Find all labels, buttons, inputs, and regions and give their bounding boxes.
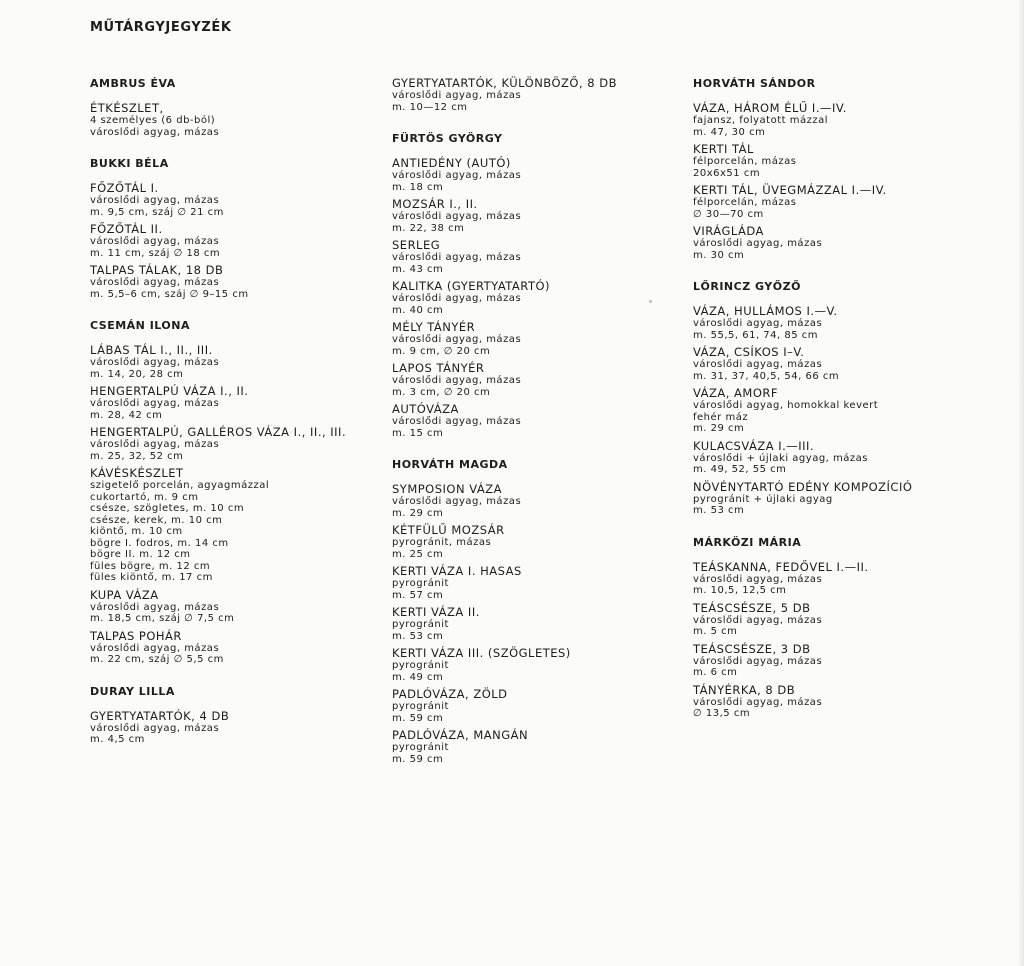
artwork-detail: városlődi agyag, mázas bbox=[90, 642, 220, 654]
artwork-entry bbox=[392, 279, 692, 316]
artwork-detail: 20x6x51 cm bbox=[693, 167, 761, 179]
artwork-detail: félporcelán, mázas bbox=[693, 156, 797, 167]
artwork-detail: m. 29 cm bbox=[693, 423, 745, 434]
artwork-entry bbox=[90, 466, 390, 584]
artwork-entry bbox=[392, 482, 692, 519]
artwork-entry bbox=[392, 156, 692, 193]
artwork-title: VÁZA, HULLÁMOS I.—V. bbox=[693, 304, 838, 318]
artwork-title: KALITKA (GYERTYATARTÓ) bbox=[392, 279, 551, 293]
print-speck bbox=[649, 300, 652, 303]
artwork-title: KÉTFÜLŰ MOZSÁR bbox=[392, 523, 505, 537]
artist-name: MÁRKÖZI MÁRIA bbox=[693, 535, 802, 549]
artwork-entry bbox=[693, 683, 993, 720]
artwork-title: KERTI TÁL, ÜVEGMÁZZAL I.—IV. bbox=[693, 183, 887, 197]
artwork-entry bbox=[90, 222, 390, 259]
artwork-title: FŐZŐTÁL II. bbox=[90, 222, 163, 236]
artwork-detail: pyrogránit bbox=[392, 578, 449, 589]
artwork-entry bbox=[392, 605, 692, 642]
artwork-detail: m. 22 cm, száj ∅ 5,5 cm bbox=[90, 654, 224, 665]
artwork-title: GYERTYATARTÓK, KÜLÖNBÖZŐ, 8 DB bbox=[392, 76, 617, 90]
artwork-detail: m. 43 cm bbox=[392, 263, 444, 275]
artwork-detail: m. 53 cm bbox=[693, 505, 745, 516]
artwork-detail: városlődi agyag, mázas bbox=[90, 398, 220, 409]
artwork-entry bbox=[693, 480, 993, 517]
artwork-entry bbox=[392, 320, 692, 357]
artwork-detail: városlődi agyag, mázas bbox=[392, 293, 522, 304]
artwork-detail: városlődi agyag, mázas bbox=[90, 439, 220, 450]
artwork-title: VÁZA, HÁROM ÉLŰ I.—IV. bbox=[693, 101, 847, 115]
artwork-entry bbox=[693, 601, 993, 638]
artwork-entry bbox=[90, 588, 390, 625]
artwork-detail: városlődi agyag, mázas bbox=[90, 195, 220, 206]
artwork-entry bbox=[90, 263, 390, 300]
artwork-detail: városlődi agyag, mázas bbox=[392, 90, 522, 101]
artwork-detail: városlődi agyag, mázas bbox=[392, 416, 522, 427]
artwork-detail: pyrogránit, mázas bbox=[392, 537, 492, 548]
artwork-entry bbox=[392, 402, 692, 439]
artwork-title: PADLÓVÁZA, MANGÁN bbox=[392, 728, 529, 742]
artwork-title: KÁVÉSKÉSZLET bbox=[90, 466, 184, 480]
artwork-detail: városlődi agyag, mázas bbox=[693, 318, 823, 329]
artwork-detail: m. 49 cm bbox=[392, 671, 444, 683]
artwork-title: KERTI VÁZA III. (SZÖGLETES) bbox=[392, 646, 571, 660]
artist-name: LŐRINCZ GYŐZŐ bbox=[693, 280, 801, 293]
artwork-entry bbox=[693, 101, 993, 138]
artist-name: BUKKI BÉLA bbox=[90, 157, 169, 170]
artwork-title: SERLEG bbox=[392, 238, 441, 252]
artwork-title: TALPAS TÁLAK, 18 DB bbox=[90, 263, 224, 277]
artwork-entry bbox=[392, 687, 692, 724]
artwork-detail: füles kiöntő, m. 17 cm bbox=[90, 572, 213, 583]
artist-name: FÜRTÖS GYÖRGY bbox=[392, 132, 503, 145]
artwork-entry bbox=[693, 386, 993, 435]
artwork-entry bbox=[392, 564, 692, 601]
artwork-detail: pyrogránit bbox=[392, 742, 449, 753]
artwork-detail: bögre I. fodros, m. 14 cm bbox=[90, 537, 229, 549]
artwork-detail: m. 6 cm bbox=[693, 667, 738, 678]
artwork-title: TEÁSCSÉSZE, 5 DB bbox=[693, 600, 811, 615]
artwork-detail: csésze, kerek, m. 10 cm bbox=[90, 514, 223, 526]
artwork-entry bbox=[392, 361, 692, 398]
artwork-title: ÉTKÉSZLET, bbox=[90, 101, 164, 115]
artwork-detail: városlődi + újlaki agyag, mázas bbox=[693, 452, 868, 464]
artwork-entry bbox=[693, 304, 993, 341]
artwork-entry bbox=[693, 224, 993, 261]
artwork-detail: pyrogránit bbox=[392, 619, 449, 630]
artist-name: AMBRUS ÉVA bbox=[90, 77, 176, 90]
artwork-detail: cukortartó, m. 9 cm bbox=[90, 491, 199, 503]
artwork-entry bbox=[392, 76, 692, 113]
artwork-detail: városlődi agyag, mázas bbox=[392, 375, 522, 386]
artwork-detail: m. 59 cm bbox=[392, 712, 444, 724]
artwork-detail: városlődi agyag, mázas bbox=[392, 211, 522, 222]
artwork-title: TALPAS POHÁR bbox=[90, 628, 182, 643]
artwork-title: HENGERTALPÚ, GALLÉROS VÁZA I., II., III. bbox=[90, 425, 347, 439]
artist-name: CSEMÁN ILONA bbox=[90, 319, 190, 332]
artwork-detail: városlődi agyag, mázas bbox=[392, 334, 522, 345]
artwork-entry bbox=[693, 345, 993, 382]
artwork-entry bbox=[90, 629, 390, 666]
artwork-detail: városlődi agyag, mázas bbox=[90, 126, 220, 138]
artwork-detail: m. 14, 20, 28 cm bbox=[90, 368, 184, 380]
artwork-detail: városlődi agyag, mázas bbox=[90, 601, 220, 613]
artwork-detail: m. 31, 37, 40,5, 54, 66 cm bbox=[693, 370, 840, 382]
artwork-detail: 4 személyes (6 db-ból) bbox=[90, 115, 216, 126]
artwork-entry bbox=[693, 142, 993, 179]
artwork-detail: városlődi agyag, mázas bbox=[90, 357, 220, 368]
artwork-title: MOZSÁR I., II. bbox=[392, 197, 478, 211]
artwork-entry bbox=[693, 183, 993, 220]
artwork-title: PADLÓVÁZA, ZÖLD bbox=[392, 687, 508, 701]
artwork-detail: városlődi agyag, mázas bbox=[90, 277, 220, 288]
column-1 bbox=[90, 76, 390, 750]
artwork-entry bbox=[693, 642, 993, 679]
artwork-detail: szigetelő porcelán, agyagmázzal bbox=[90, 480, 270, 491]
artwork-detail: pyrogránit bbox=[392, 660, 449, 671]
artwork-detail: városlődi agyag, mázas bbox=[90, 236, 220, 247]
page-edge-shadow bbox=[1018, 0, 1024, 966]
artwork-detail: városlődi agyag, homokkal kevert bbox=[693, 400, 879, 411]
artwork-detail: pyrogránit + újlaki agyag bbox=[693, 493, 833, 505]
artwork-entry bbox=[90, 343, 390, 380]
artwork-detail: fajansz, folyatott mázzal bbox=[693, 115, 829, 126]
artwork-title: VÁZA, AMORF bbox=[693, 386, 779, 400]
artwork-detail: m. 55,5, 61, 74, 85 cm bbox=[693, 329, 819, 341]
artwork-detail: m. 10,5, 12,5 cm bbox=[693, 585, 787, 596]
artwork-entry bbox=[90, 425, 390, 462]
artwork-entry bbox=[392, 523, 692, 560]
artwork-detail: csésze, szögletes, m. 10 cm bbox=[90, 503, 245, 514]
artwork-title: HENGERTALPÚ VÁZA I., II. bbox=[90, 384, 249, 398]
artwork-detail: félporcelán, mázas bbox=[693, 197, 797, 208]
artwork-detail: m. 28, 42 cm bbox=[90, 409, 163, 421]
artwork-detail: városlődi agyag, mázas bbox=[693, 614, 823, 626]
artwork-detail: m. 5,5–6 cm, száj ∅ 9–15 cm bbox=[90, 288, 249, 300]
artwork-detail: m. 9 cm, ∅ 20 cm bbox=[392, 345, 491, 357]
artwork-title: VIRÁGLÁDA bbox=[693, 224, 764, 238]
artwork-detail: m. 47, 30 cm bbox=[693, 126, 766, 138]
artwork-title: AUTÓVÁZA bbox=[392, 402, 459, 416]
artwork-entry bbox=[90, 709, 390, 746]
artwork-detail: m. 18 cm bbox=[392, 181, 444, 193]
artwork-detail: városlődi agyag, mázas bbox=[392, 170, 522, 181]
artwork-title: LÁBAS TÁL I., II., III. bbox=[90, 343, 213, 357]
artwork-entry bbox=[90, 101, 390, 138]
artwork-detail: városlődi agyag, mázas bbox=[693, 696, 823, 708]
artwork-detail: ∅ 13,5 cm bbox=[693, 708, 751, 719]
artwork-detail: városlődi agyag, mázas bbox=[693, 238, 823, 249]
artwork-detail: városlődi agyag, mázas bbox=[392, 496, 522, 507]
artwork-title: GYERTYATARTÓK, 4 DB bbox=[90, 708, 230, 723]
artwork-title: NÖVÉNYTARTÓ EDÉNY KOMPOZÍCIÓ bbox=[693, 479, 913, 494]
artwork-entry bbox=[693, 560, 993, 597]
artwork-title: MÉLY TÁNYÉR bbox=[392, 320, 476, 334]
artwork-title: VÁZA, CSÍKOS I–V. bbox=[693, 345, 805, 359]
artwork-detail: m. 11 cm, száj ∅ 18 cm bbox=[90, 247, 221, 259]
artwork-detail: m. 10—12 cm bbox=[392, 101, 468, 113]
artwork-detail: városlődi agyag, mázas bbox=[693, 655, 823, 667]
artwork-entry bbox=[392, 238, 692, 275]
artwork-detail: m. 4,5 cm bbox=[90, 734, 145, 745]
artwork-detail: pyrogránit bbox=[392, 701, 449, 712]
artwork-detail: fehér máz bbox=[693, 411, 749, 423]
artwork-detail: városlődi agyag, mázas bbox=[392, 252, 522, 263]
artist-name: HORVÁTH MAGDA bbox=[392, 458, 508, 471]
artwork-title: TÁNYÉRKA, 8 DB bbox=[693, 682, 796, 697]
artwork-entry bbox=[392, 728, 692, 765]
artwork-detail: m. 5 cm bbox=[693, 626, 738, 637]
artwork-title: KUPA VÁZA bbox=[90, 587, 159, 602]
column-3 bbox=[693, 76, 993, 724]
artwork-detail: m. 3 cm, ∅ 20 cm bbox=[392, 386, 491, 398]
artwork-detail: városlődi agyag, mázas bbox=[693, 359, 823, 370]
artwork-title: KERTI VÁZA I. HASAS bbox=[392, 564, 522, 578]
artist-name: DURAY LILLA bbox=[90, 684, 175, 698]
artwork-entry bbox=[693, 439, 993, 476]
artwork-title: ANTIEDÉNY (AUTÓ) bbox=[392, 156, 511, 170]
artwork-entry bbox=[392, 197, 692, 234]
artwork-title: SYMPOSION VÁZA bbox=[392, 482, 502, 496]
artwork-title: KULACSVÁZA I.—III. bbox=[693, 438, 815, 453]
page-title: MŰTÁRGYJEGYZÉK bbox=[90, 20, 232, 35]
artwork-detail: m. 30 cm bbox=[693, 249, 745, 261]
artwork-detail: m. 40 cm bbox=[392, 304, 444, 316]
artist-name: HORVÁTH SÁNDOR bbox=[693, 77, 816, 90]
artwork-detail: m. 25, 32, 52 cm bbox=[90, 450, 184, 462]
artwork-title: FŐZŐTÁL I. bbox=[90, 181, 159, 195]
artwork-title: TEÁSKANNA, FEDŐVEL I.—II. bbox=[693, 559, 869, 574]
artwork-detail: m. 9,5 cm, száj ∅ 21 cm bbox=[90, 206, 224, 218]
artwork-detail: m. 53 cm bbox=[392, 630, 444, 642]
artwork-title: KERTI TÁL bbox=[693, 142, 754, 156]
artwork-detail: füles bögre, m. 12 cm bbox=[90, 560, 211, 572]
artwork-detail: városlődi agyag, mázas bbox=[693, 573, 823, 585]
artwork-detail: m. 59 cm bbox=[392, 753, 444, 765]
artwork-detail: m. 15 cm bbox=[392, 427, 444, 439]
artwork-entry bbox=[90, 181, 390, 218]
artwork-title: TEÁSCSÉSZE, 3 DB bbox=[693, 641, 811, 656]
artwork-detail: m. 29 cm bbox=[392, 507, 444, 519]
artwork-detail: m. 49, 52, 55 cm bbox=[693, 464, 787, 475]
artwork-detail: bögre II. m. 12 cm bbox=[90, 549, 191, 560]
artwork-detail: m. 22, 38 cm bbox=[392, 222, 465, 234]
artwork-title: LAPOS TÁNYÉR bbox=[392, 361, 485, 375]
artwork-detail: m. 57 cm bbox=[392, 589, 444, 601]
artwork-detail: m. 25 cm bbox=[392, 548, 444, 560]
artwork-detail: ∅ 30—70 cm bbox=[693, 208, 764, 220]
artwork-detail: városlődi agyag, mázas bbox=[90, 722, 220, 734]
artwork-detail: kiöntő, m. 10 cm bbox=[90, 526, 183, 537]
artwork-entry bbox=[90, 384, 390, 421]
column-2 bbox=[392, 76, 692, 769]
artwork-detail: m. 18,5 cm, száj ∅ 7,5 cm bbox=[90, 613, 235, 624]
artwork-entry bbox=[392, 646, 692, 683]
artwork-title: KERTI VÁZA II. bbox=[392, 605, 480, 619]
